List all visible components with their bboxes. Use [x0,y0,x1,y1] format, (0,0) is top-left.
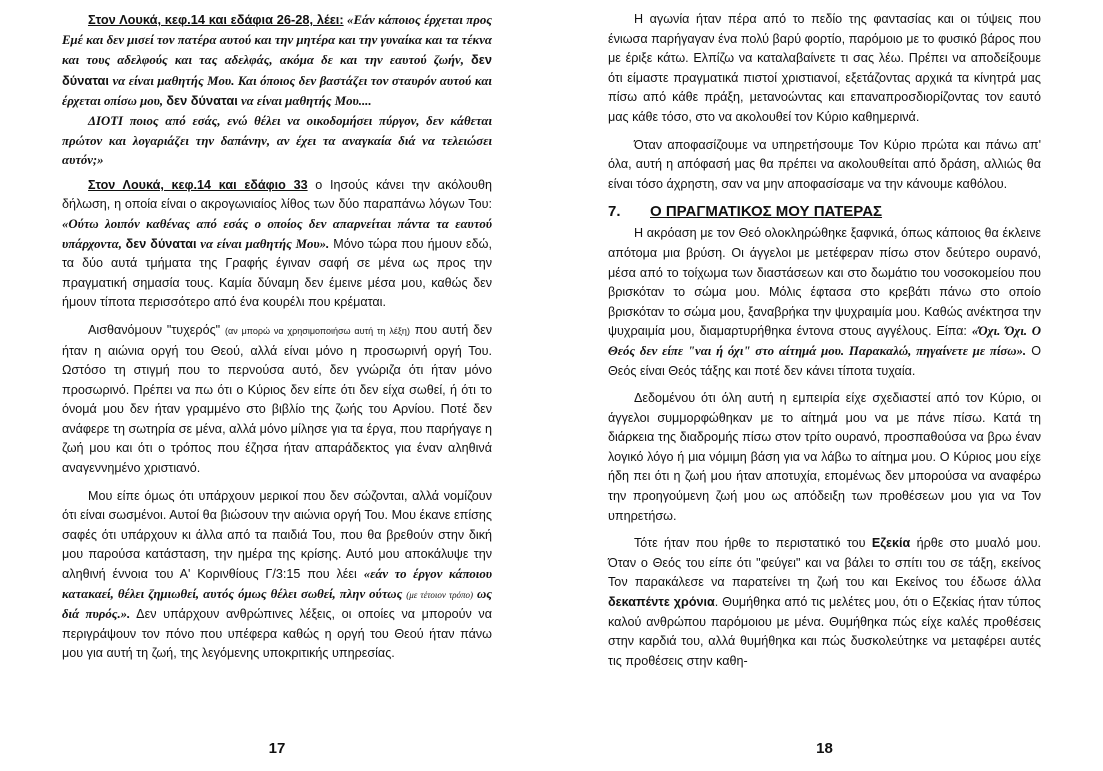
paragraph: Η ακρόαση με τον Θεό ολοκληρώθηκε ξαφνικά, όπως κάποιος θα έκλεινε απότομα μια βρύση. Οι άγγελοι με μετέφεραν πίσω στον δεύτερο ουρανό, μέσα από το τοίχωμα των διαστάσεων και στο δωμάτιο του νοσοκομείου που βρισκόταν το σώμα μου. Μόλις έφτασα στο κρεβάτι πάνω στο οποίο βρισκόταν το σώμα μου, ξαναβρήκα την ψυχραιμία μου. Καθώς ανέκτησα την ψυχραιμία μου, διαμαρτυρήθηκα έντονα στους αγγέλους. Είπα: «Όχι. Όχι. Ο Θεός δεν είπε "ναι ή όχι" στο αίτημά μου. Παρακαλώ, πηγαίνετε με πίσω». Ο Θεός είναι Θεός τάξης και ποτέ δεν κάνει τίποτα τυχαία. [608,226,1042,378]
right-page-text [608,10,1041,671]
scripture-reference: Στον Λουκά, κεφ.14 και εδάφιο 33 [88,177,308,192]
chapter-title: Ο ΠΡΑΓΜΑΤΙΚΟΣ ΜΟΥ ΠΑΤΕΡΑΣ [650,203,883,221]
left-page [62,0,492,771]
page-number: 17 [268,740,286,757]
paragraph: Η αγωνία ήταν πέρα από το πεδίο της φαντασίας και οι τύψεις που ένιωσα παρήγαγαν ένα πολύ βαρύ φορτίο, παρόμοιο με το φυσικό βάρος που με έριξε κάτω. Ελπίζω να καταλαβαίνετε τι σας λέω. Πρέπει να αποδείξουμε ότι είμαστε πραγματικά πιστοί χριστιανοί, εξετάζοντας αρχικά τα κίνητρά μας πίσω από κάθε πράξη, μετανοώντας και επαναπροσδιορίζοντας τον εαυτό μας κάθε τόσο, στο να ακολουθεί τον Κύριο καθημερινά. [608,12,1041,124]
left-page-text [62,10,492,664]
chapter-number: 7. [608,203,621,221]
paragraph: ΔΙΟΤΙ ποιος από εσάς, ενώ θέλει να οικοδομήσει πύργον, δεν κάθεται πρώτον και λογαριάζει την δαπάνην, αν έχει τα αναγκαία διά να τελειώσει αυτόν;» [62,113,492,168]
paragraph: Στον Λουκά, κεφ.14 και εδάφιο 33 ο Ιησούς κάνει την ακόλουθη δήλωση, η οποία είναι ο ακρογωνιαίος λίθος των δύο παραπάνω λόγων Του: «Ούτω λοιπόν καθένας από εσάς ο οποίος δεν απαρνείται πάντα τα εαυτού υπάρχοντα, δεν δύναται να είναι μαθητής Μου». Μόνο τώρα που ήμουν εδώ, τα δύο αυτά τμήματα της Γραφής έγιναν σαφή σε μένα ως προς την πραγματική σημασία τους. Καμία δύναμη δεν έμεινε μέσα μου, καθώς δεν ήμουν τίποτα περισσότερο από ένα κουρέλι που κρέμαται. [62,177,493,310]
paragraph: Στον Λουκά, κεφ.14 και εδάφια 26-28, λέει: «Εάν κάποιος έρχεται προς Εμέ και δεν μισεί τον πατέρα αυτού και την μητέρα και την γυναίκα και τα τέκνα και τους αδελφούς και τας αδελφάς, ακόμα δε και την εαυτού ζωήν, δεν δύναται να είναι μαθητής Μου. Και όποιος δεν βαστάζει τον σταυρόν αυτού και έρχεται οπίσω μου, δεν δύναται να είναι μαθητής Μου.... [62,12,492,109]
page-number: 18 [816,740,833,757]
chapter-heading [608,202,1041,224]
quote-block [62,10,492,171]
paragraph: Τότε ήταν που ήρθε το περιστατικό του Εζεκία ήρθε στο μυαλό μου. Όταν ο Θεός του είπε ότι "φεύγει" και να βάλει το σπίτι του σε τάξη, εκείνος Τον παρακάλεσε να παρατείνει τη ζωή του και Εκείνος του έδωσε άλλα δεκαπέντε χρόνια. Θυμήθηκα από τις μελέτες μου, ότι ο Εζεκίας ήταν τύπος καλού ανθρώπου παρόμοιου με μένα. Θυμήθηκα πώς είχε καλές προθέσεις στην καρδιά του, αλλά θυμήθηκα και πώς δυσκολεύτηκε να μεταφέρει αυτές τις προθέσεις στην καθη- [608,536,1041,668]
paragraph: Δεδομένου ότι όλη αυτή η εμπειρία είχε σχεδιαστεί από τον Κύριο, οι άγγελοι συμμορφώθηκαν με το αίτημά μου να με πάνε πίσω. Κατά τη διάρκεια της διαδρομής πίσω στον τρίτο ουρανό, προσπαθούσα να βρω έναν λογικό λόγο ή μια νόμιμη βάση για να λάβω το αίτημα μου. Ο Κύριος μου είχε ήδη πει ότι η ζωή μου ήταν αποτυχία, επομένως δεν μπορούσα να αναφέρω την προηγούμενη ζωή μου ως απόδειξη των προθέσεων μου για να Τον υπηρετήσω. [608,391,1041,523]
paragraph: Αισθανόμουν "τυχερός" (αν μπορώ να χρησιμοποιήσω αυτή τη λέξη) που αυτή δεν ήταν η αιώνια οργή του Θεού, αλλά είναι μόνο η προσωρινή οργή Του. Ωστόσο τη στιγμή που το περνούσα αυτό, δεν γνώριζα ότι ήταν μόνο προσωρινό. Πρέπει να πω ότι ο Κύριος δεν είπε ότι δεν είχα σωθεί, ή ότι το όνομά μου δεν ήταν γραμμένο στο βιβλίο της ζωής του Αρνίου. Ποτέ δεν ανάφερε τη σωτηρία σε μένα, αλλά μόνο μίλησε για τα έργα, που παρήγαγε η ζωή μου και ότι ο τρόπος που έζησα ήταν απαράδεκτος για έναν αληθινά αναγεννημένο χριστιανό. [62,322,493,476]
paragraph: Όταν αποφασίζουμε να υπηρετήσουμε Τον Κύριο πρώτα και πάνω απ' όλα, αυτή η απόφασή μας θα πρέπει να ακολουθείται από δράση, αλλιώς θα είναι τόσο άχρηστη, σαν να μην αποφασίσαμε να την κάνουμε καθόλου. [608,137,1041,191]
paragraph: Μου είπε όμως ότι υπάρχουν μερικοί που δεν σώζονται, αλλά νομίζουν ότι είναι σωσμένοι. Αυτοί θα βιώσουν την αιώνια οργή Του. Μου έκανε επίσης σαφές ότι υπάρχουν κι άλλα από τα παιδιά Του, που θα βρεθούν στην δική μου παρούσα κατάσταση, την ημέρα της κρίσης. Αυτό μου αποκάλυψε την αληθινή έννοια του Α' Κορινθίους Γ/3:15 που λέει «εάν το έργον κάποιου κατακαεί, θέλει ζημιωθεί, αυτός όμως θέλει σωθεί, πλην ούτως (με τέτοιον τρόπο) ως διά πυρός.». Δεν υπάρχουν ανθρώπινες λέξεις, οι οποίες να μπορούν να περιγράψουν τον πόνο που υπέφερα καθώς η οργή του Θεού ήταν πάνω μου για αυτή τη ζωή, της λεγόμενης υποκριτικής υπηρεσίας. [62,488,493,661]
right-page [608,0,1041,771]
scripture-reference: Στον Λουκά, κεφ.14 και εδάφια 26-28, λέει: [88,12,344,27]
